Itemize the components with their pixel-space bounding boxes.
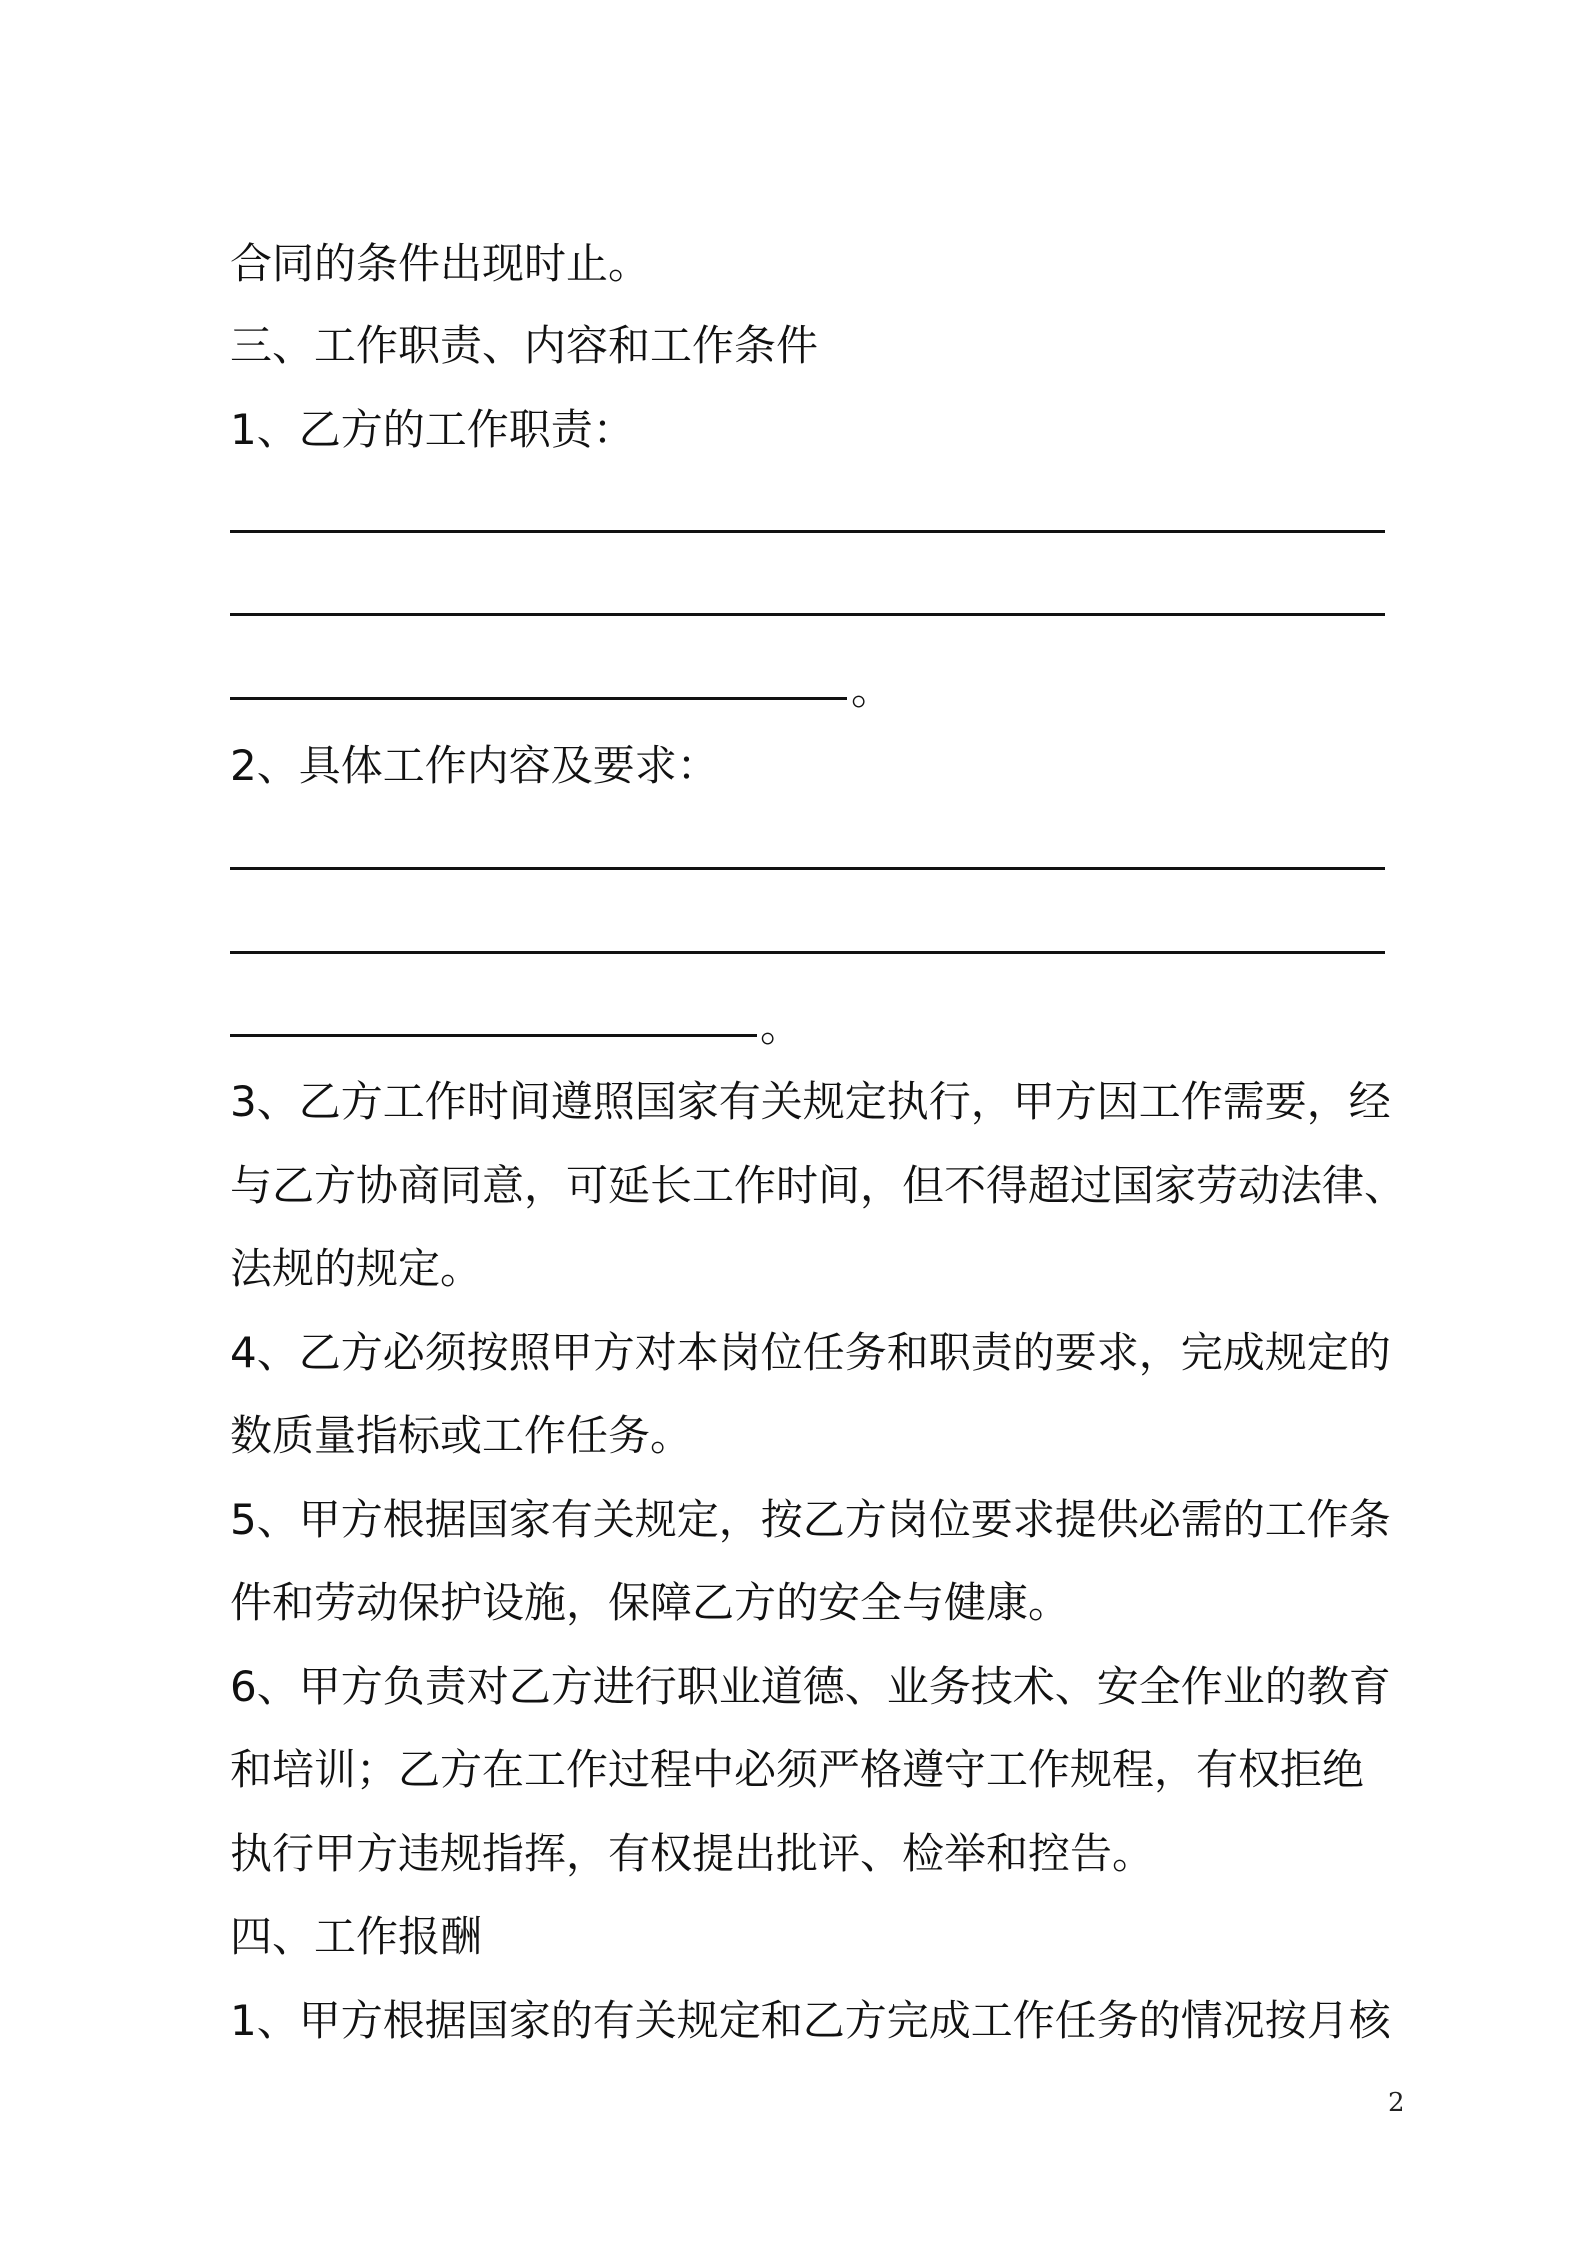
fill-blank-line	[230, 530, 1385, 533]
text-line: 2、具体工作内容及要求：	[230, 741, 719, 790]
text-line: 执行甲方违规指挥，有权提出批评、检举和控告。	[230, 1829, 1155, 1878]
text-line: 4、乙方必须按照甲方对本岗位任务和职责的要求，完成规定的	[230, 1328, 1391, 1377]
text-line: 3、乙方工作时间遵照国家有关规定执行，甲方因工作需要，经	[230, 1077, 1391, 1126]
section-heading-3: 三、工作职责、内容和工作条件	[230, 321, 819, 370]
text-line: 法规的规定。	[230, 1244, 483, 1293]
fill-blank-line	[230, 697, 847, 700]
text-line: 1、乙方的工作职责：	[230, 405, 635, 454]
text-line: 1、甲方根据国家的有关规定和乙方完成工作任务的情况按月核	[230, 1996, 1391, 2045]
text-line: 和培训；乙方在工作过程中必须严格遵守工作规程，有权拒绝	[230, 1745, 1365, 1794]
text-line: 数质量指标或工作任务。	[230, 1411, 693, 1460]
page-number: 2	[1388, 2088, 1405, 2118]
fill-blank-line	[230, 867, 1385, 870]
text-line: 5、甲方根据国家有关规定，按乙方岗位要求提供必需的工作条	[230, 1495, 1391, 1544]
fill-period: 。	[851, 665, 894, 714]
fill-blank-line	[230, 1034, 757, 1037]
text-line: 合同的条件出现时止。	[230, 239, 651, 288]
section-heading-4: 四、工作报酬	[230, 1912, 483, 1961]
text-line: 与乙方协商同意，可延长工作时间，但不得超过国家劳动法律、	[230, 1161, 1407, 1210]
fill-blank-line	[230, 613, 1385, 616]
fill-blank-line	[230, 951, 1385, 954]
text-line: 6、甲方负责对乙方进行职业道德、业务技术、安全作业的教育	[230, 1662, 1391, 1711]
text-line: 件和劳动保护设施，保障乙方的安全与健康。	[230, 1578, 1071, 1627]
fill-period: 。	[760, 1002, 803, 1051]
